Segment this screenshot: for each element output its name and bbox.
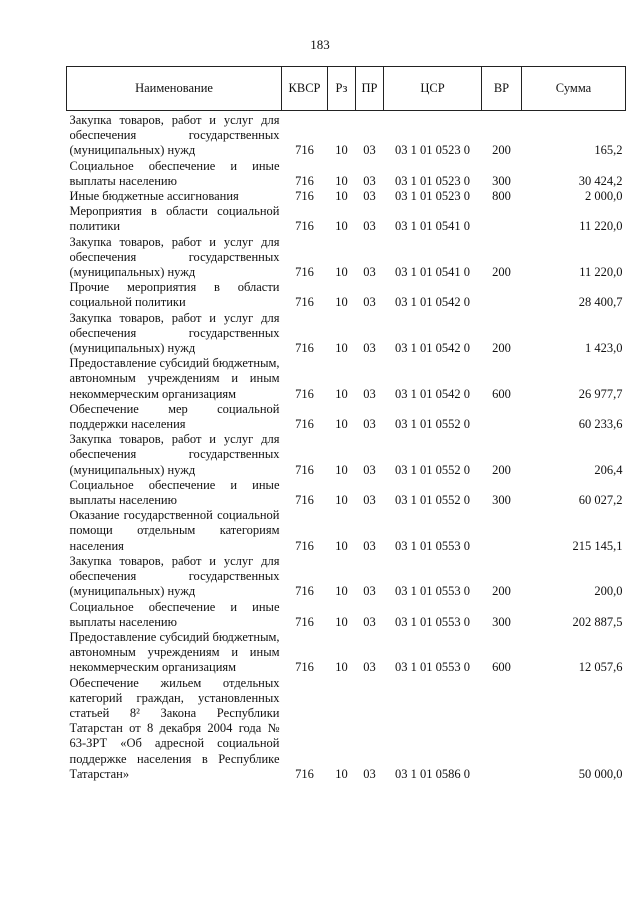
cell-sum: 12 057,6: [578, 660, 623, 675]
cell-pr: 03: [363, 614, 376, 629]
cell-vr: [482, 280, 522, 310]
column-header-kvsr: КВСР: [282, 67, 328, 111]
cell-vr: 800: [492, 189, 511, 204]
cell-rz: 10: [335, 143, 348, 158]
table-body: [67, 111, 626, 782]
cell-sum: 215 145,1: [572, 538, 623, 553]
cell-name: Предоставление субсидий бюджетным, автономным учреждениям и иным некоммерческим организациям: [69, 356, 280, 401]
cell-kvsr: 716: [295, 219, 314, 234]
cell-sum: 30 424,2: [578, 173, 623, 188]
cell-kvsr: 716: [295, 417, 314, 432]
cell-pr: 03: [363, 766, 376, 781]
cell-pr: 03: [363, 386, 376, 401]
table-row: [67, 478, 626, 508]
cell-rz: 10: [335, 295, 348, 310]
cell-vr: 200: [492, 462, 511, 477]
cell-name: Прочие мероприятия в области социальной политики: [69, 280, 280, 310]
cell-kvsr: 716: [295, 614, 314, 629]
cell-csr: 03 1 01 0523 0: [395, 173, 470, 188]
cell-kvsr: 716: [295, 265, 314, 280]
table-row: [67, 356, 626, 402]
cell-rz: 10: [335, 219, 348, 234]
cell-csr: 03 1 01 0523 0: [395, 143, 470, 158]
table-row: [67, 311, 626, 357]
cell-rz: 10: [335, 386, 348, 401]
cell-vr: 200: [492, 341, 511, 356]
cell-rz: 10: [335, 766, 348, 781]
cell-name: Закупка товаров, работ и услуг для обеспечения государственных (муниципальных) нужд: [69, 310, 280, 356]
table-row: [67, 159, 626, 189]
cell-pr: 03: [363, 417, 376, 432]
cell-csr: 03 1 01 0542 0: [395, 341, 470, 356]
cell-name: Обеспечение мер социальной поддержки населения: [69, 401, 280, 432]
table-row: [67, 111, 626, 159]
cell-sum: 165,2: [594, 143, 623, 158]
cell-kvsr: 716: [295, 189, 314, 204]
cell-pr: 03: [363, 143, 376, 158]
cell-kvsr: 716: [295, 660, 314, 675]
column-header-vr: ВР: [482, 67, 522, 111]
cell-rz: 10: [335, 173, 348, 188]
cell-csr: 03 1 01 0541 0: [395, 219, 470, 234]
table-row: [67, 630, 626, 676]
cell-rz: 10: [335, 660, 348, 675]
cell-name: Мероприятия в области социальной политики: [69, 204, 280, 234]
cell-kvsr: 716: [295, 173, 314, 188]
cell-csr: 03 1 01 0542 0: [395, 295, 470, 310]
cell-sum: 60 233,6: [578, 417, 623, 432]
cell-name: Социальное обеспечение и иные выплаты населению: [69, 158, 280, 188]
cell-csr: 03 1 01 0553 0: [395, 614, 470, 629]
cell-vr: 200: [492, 143, 511, 158]
cell-name: Закупка товаров, работ и услуг для обеспечения государственных (муниципальных) нужд: [69, 553, 280, 599]
cell-rz: 10: [335, 538, 348, 553]
cell-csr: 03 1 01 0523 0: [395, 189, 470, 204]
cell-name: Иные бюджетные ассигнования: [69, 189, 239, 204]
cell-kvsr: 716: [295, 295, 314, 310]
cell-sum: 60 027,2: [578, 493, 623, 508]
cell-pr: 03: [363, 219, 376, 234]
cell-kvsr: 716: [295, 143, 314, 158]
cell-pr: 03: [363, 660, 376, 675]
cell-pr: 03: [363, 538, 376, 553]
cell-sum: 1 423,0: [585, 341, 623, 356]
cell-vr: [482, 676, 522, 782]
cell-csr: 03 1 01 0552 0: [395, 493, 470, 508]
column-header-name: Наименование: [67, 67, 282, 111]
cell-csr: 03 1 01 0552 0: [395, 462, 470, 477]
cell-kvsr: 716: [295, 584, 314, 599]
cell-pr: 03: [363, 584, 376, 599]
table-row: [67, 508, 626, 554]
cell-sum: 11 220,0: [579, 219, 623, 234]
table-row: [67, 402, 626, 432]
table-row: [67, 204, 626, 234]
cell-csr: 03 1 01 0586 0: [395, 766, 470, 781]
cell-vr: 200: [492, 584, 511, 599]
cell-rz: 10: [335, 341, 348, 356]
cell-rz: 10: [335, 189, 348, 204]
table-row: [67, 280, 626, 310]
cell-sum: 50 000,0: [578, 766, 623, 781]
cell-vr: 300: [492, 493, 511, 508]
table-header: [67, 67, 626, 111]
cell-kvsr: 716: [295, 462, 314, 477]
cell-csr: 03 1 01 0542 0: [395, 386, 470, 401]
column-header-sum: Сумма: [522, 67, 626, 111]
page-number: 183: [310, 37, 330, 52]
cell-pr: 03: [363, 493, 376, 508]
cell-sum: 202 887,5: [572, 614, 623, 629]
cell-vr: 300: [492, 614, 511, 629]
cell-name: Предоставление субсидий бюджетным, автономным учреждениям и иным некоммерческим организациям: [69, 629, 280, 675]
cell-sum: 11 220,0: [579, 265, 623, 280]
cell-rz: 10: [335, 493, 348, 508]
cell-pr: 03: [363, 341, 376, 356]
cell-name: Обеспечение жильем отдельных категорий граждан, установленных статьей 8² Закона Республики Татарстан от 8 декабря 2004 года № 63-ЗРТ «Об адресной социальной поддержке населения в Республике Татарстан»: [69, 675, 280, 781]
cell-csr: 03 1 01 0541 0: [395, 265, 470, 280]
cell-csr: 03 1 01 0552 0: [395, 417, 470, 432]
cell-csr: 03 1 01 0553 0: [395, 584, 470, 599]
cell-rz: 10: [335, 417, 348, 432]
cell-vr: [482, 402, 522, 432]
table-row: [67, 189, 626, 204]
table-row: [67, 554, 626, 600]
cell-kvsr: 716: [295, 538, 314, 553]
cell-name: Социальное обеспечение и иные выплаты населению: [69, 599, 280, 629]
cell-vr: 600: [492, 660, 511, 675]
cell-rz: 10: [335, 265, 348, 280]
table-row: [67, 235, 626, 281]
column-header-csr: ЦСР: [384, 67, 482, 111]
cell-sum: 2 000,0: [585, 189, 623, 204]
cell-rz: 10: [335, 462, 348, 477]
table-row: [67, 432, 626, 478]
cell-pr: 03: [363, 295, 376, 310]
cell-sum: 200,0: [594, 584, 623, 599]
cell-pr: 03: [363, 189, 376, 204]
cell-name: Оказание государственной социальной помощи отдельным категориям населения: [69, 508, 280, 553]
column-header-rz: Рз: [328, 67, 356, 111]
cell-vr: 200: [492, 265, 511, 280]
cell-pr: 03: [363, 462, 376, 477]
cell-rz: 10: [335, 614, 348, 629]
cell-rz: 10: [335, 584, 348, 599]
cell-vr: 600: [492, 386, 511, 401]
cell-sum: 28 400,7: [578, 295, 623, 310]
cell-sum: 206,4: [594, 462, 623, 477]
cell-sum: 26 977,7: [578, 386, 623, 401]
budget-table: [66, 66, 626, 782]
table-row: [67, 676, 626, 782]
cell-name: Социальное обеспечение и иные выплаты населению: [69, 477, 280, 508]
cell-kvsr: 716: [295, 766, 314, 781]
cell-kvsr: 716: [295, 493, 314, 508]
cell-vr: [482, 508, 522, 554]
cell-name: Закупка товаров, работ и услуг для обеспечения государственных (муниципальных) нужд: [69, 113, 280, 158]
cell-vr: 300: [492, 173, 511, 188]
cell-csr: 03 1 01 0553 0: [395, 538, 470, 553]
cell-kvsr: 716: [295, 341, 314, 356]
cell-csr: 03 1 01 0553 0: [395, 660, 470, 675]
column-header-pr: ПР: [356, 67, 384, 111]
cell-kvsr: 716: [295, 386, 314, 401]
table-row: [67, 600, 626, 630]
cell-pr: 03: [363, 265, 376, 280]
header-row: [67, 67, 626, 111]
cell-name: Закупка товаров, работ и услуг для обеспечения государственных (муниципальных) нужд: [69, 432, 280, 477]
cell-name: Закупка товаров, работ и услуг для обеспечения государственных (муниципальных) нужд: [69, 234, 280, 280]
cell-pr: 03: [363, 173, 376, 188]
cell-vr: [482, 204, 522, 234]
